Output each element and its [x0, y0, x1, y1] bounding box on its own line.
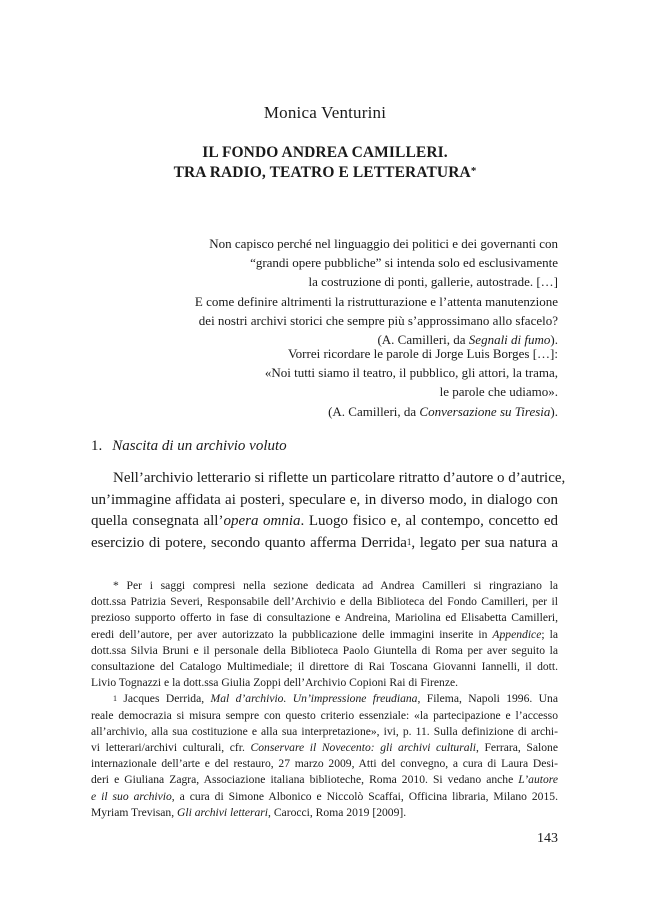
footnote-star-line: dott.ssa Patrizia Severi, Responsabile dell’Archivio e della Biblioteca del Fondo Camilleri, per il: [91, 595, 558, 609]
footnote-text-run: , Filema, Napoli 1996. Una: [417, 692, 559, 706]
attribution-prefix: (A. Camilleri, da: [377, 332, 469, 348]
footnote-star-line: Livio Tognazzi e la dott.ssa Giulia Zoppi dell’Archivio Copioni Rai di Firenze.: [91, 676, 459, 690]
section-heading: [91, 438, 287, 455]
epigraph-2-line: Vorrei ricordare le parole di Jorge Luis Borges […]:: [287, 346, 558, 361]
attribution-prefix: (A. Camilleri, da: [328, 403, 420, 419]
body-text-run: esercizio di potere, secondo quanto afferma Derrida: [91, 534, 407, 551]
attribution-title: Segnali di fumo: [468, 332, 551, 348]
footnote-text-run: , a cura di Simone Albonico e Niccolò Scaffai, Officina libraria, Milano 2015.: [171, 789, 558, 803]
footnote-text-run: ; la: [541, 627, 558, 641]
footnote-marker: 1: [113, 694, 117, 704]
footnote-1-line: internazionale dell’arte e del restauro, 27 marzo 2009, Atti del convegno, a cura di Laura Desi-: [91, 757, 558, 771]
footnote-1-line: all’archivio, alla sua costituzione e alla sua interpretazione», ivi, p. 11. Sulla definizione di archi-: [91, 724, 558, 738]
epigraph-1-line: E come definire altrimenti la ristrutturazione e l’attenta manutenzione: [194, 293, 558, 309]
footnote-text-run: Jacques Derrida,: [117, 692, 211, 706]
body-paragraph: [91, 468, 566, 554]
attribution-title: Conversazione su Tiresia: [419, 403, 551, 419]
body-line: [91, 511, 558, 533]
footnote-text-run: vi letterari/archivi culturali, cfr.: [91, 741, 251, 755]
body-text-run: . Luogo fisico e, al contempo, concetto ed: [300, 513, 558, 529]
footnote-1-line: [91, 789, 558, 805]
page-number: 143: [537, 831, 558, 846]
footnotes: [91, 578, 558, 821]
footnote-star-line: [91, 627, 558, 643]
epigraph-1: [98, 234, 558, 349]
footnote-italic-run: Gli archivi letterari: [177, 805, 269, 819]
footnote-1-line: [91, 805, 558, 821]
footnote-star-line: consultazione del Catalogo Multimediale; il direttore di Rai Toscana Giovanni Iannelli, il dott.: [91, 660, 558, 674]
footnote-text-run: eredi dell’autore, per aver autorizzato la pubblicazione delle immagini inserite in: [91, 627, 493, 641]
body-italic-run: opera omnia: [223, 513, 301, 529]
footnote-italic-run: e il suo archivio: [91, 789, 172, 803]
epigraph-2: [98, 344, 558, 421]
epigraph-1-line: dei nostri archivi storici che sempre più s’approssimano allo sfacelo?: [198, 312, 558, 328]
epigraph-1-line: Non capisco perché nel linguaggio dei politici e dei governanti con: [209, 236, 558, 251]
footnote-italic-run: L’autore: [518, 773, 558, 787]
body-line: Nell’archivio letterario si riflette un particolare ritratto d’autore o d’autrice,: [113, 470, 566, 486]
body-text-run: quella consegnata all’: [91, 513, 224, 529]
footnote-1-line: [91, 691, 558, 707]
title-footnote-marker: *: [470, 165, 477, 177]
body-text-run: , legato per sua natura a: [411, 534, 558, 551]
footnote-text-run: , Carocci, Roma 2019 [2009].: [268, 805, 407, 819]
epigraph-2-line: «Noi tutti siamo il teatro, il pubblico, gli attori, la trama,: [264, 365, 558, 381]
footnote-1-line: [91, 740, 558, 756]
title-line-1: IL FONDO ANDREA CAMILLERI.: [202, 144, 448, 161]
footnote-star-line: dott.ssa Silvia Bruni e il personale della Biblioteca Paolo Giuntella di Roma per aver seguito la: [91, 643, 558, 657]
footnote-italic-run: Mal d’archivio. Un’impressione freudiana: [210, 692, 418, 706]
attribution-suffix: ).: [550, 332, 558, 348]
footnote-text-run: deri e Giuliana Zagra, Associazione italiana biblioteche, Roma 2010. Si vedano anche: [91, 773, 519, 787]
footnote-1-line: [91, 772, 558, 788]
body-line: [91, 533, 558, 555]
section-number: 1.: [91, 438, 103, 454]
body-line: un’immagine affidata ai posteri, speculare e, in diverso modo, in dialogo con: [91, 491, 558, 508]
epigraph-1-line: la costruzione di ponti, gallerie, autostrade. […]: [308, 274, 558, 290]
epigraph-2-attribution: [98, 402, 558, 421]
epigraph-2-line: le parole che udiamo».: [439, 384, 558, 400]
section-title: Nascita di un archivio voluto: [112, 438, 287, 454]
footnote-star-line: prezioso supporto offerto in fase di consultazione e Andreina, Mariolina ed Elisabetta Camilleri,: [91, 611, 558, 625]
footnote-italic-run: Appendice: [492, 627, 542, 641]
footnote-1-line: reale democrazia si misura sempre con questo criterio essenziale: «la partecipazione e l’accesso: [91, 708, 558, 722]
attribution-suffix: ).: [550, 403, 558, 419]
epigraph-1-line: “grandi opere pubbliche” si intenda solo ed esclusivamente: [250, 255, 558, 271]
footnote-star-line: * Per i saggi compresi nella sezione dedicata ad Andrea Camilleri si ringraziano la: [113, 579, 558, 592]
footnote-italic-run: Conservare il Novecento: gli archivi culturali: [250, 741, 476, 755]
article-title: [0, 143, 650, 183]
title-line-2: [0, 163, 650, 183]
author-name: Monica Venturini: [263, 103, 387, 122]
footnote-reference: 1: [406, 536, 412, 547]
footnote-text-run: Myriam Trevisan,: [91, 805, 177, 819]
footnote-text-run: , Ferrara, Salone: [475, 741, 558, 755]
title-line-2-text: TRA RADIO, TEATRO E LETTERATURA: [173, 164, 471, 181]
